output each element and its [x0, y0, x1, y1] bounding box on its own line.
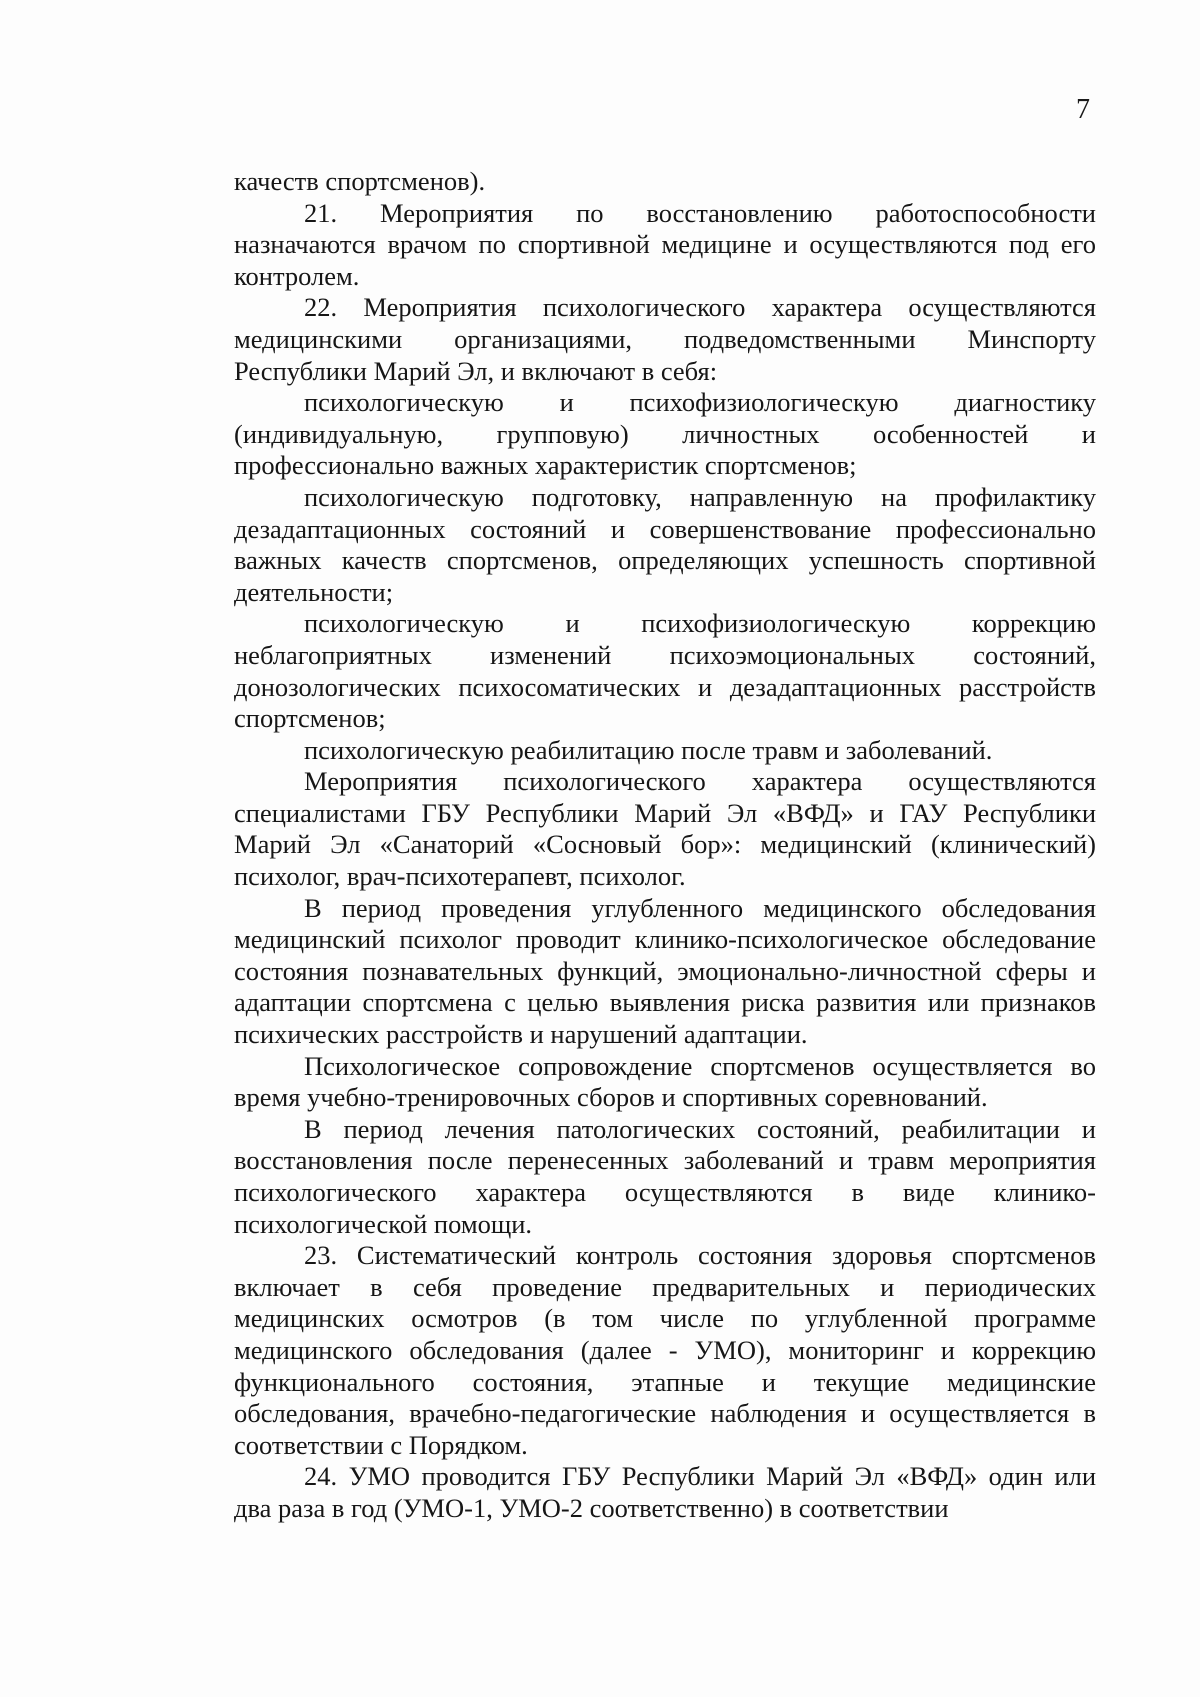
- paragraph-examination: В период проведения углубленного медицинского обследования медицинский психолог проводит клинико-психологическое обследование состояния познавательных функций, эмоционально-личностной сферы и адаптации спортсмена с целью выявления риска развития или признаков психических расстройств и нарушений адаптации.: [234, 892, 1096, 1050]
- paragraph-specialists: Мероприятия психологического характера осуществляются специалистами ГБУ Республики Марий Эл «ВФД» и ГАУ Республики Марий Эл «Санаторий «Сосновый бор»: медицинский (клинический) психолог, врач-психотерапевт, психолог.: [234, 766, 1096, 892]
- document-body: [234, 166, 1096, 1525]
- page-number: 7: [1076, 94, 1090, 125]
- paragraph-item-24: 24. УМО проводится ГБУ Республики Марий Эл «ВФД» один или два раза в год (УМО-1, УМО-2 соответственно) в соответствии: [234, 1461, 1096, 1523]
- paragraph-item-21: 21. Мероприятия по восстановлению работоспособности назначаются врачом по спортивной медицине и осуществляются под его контролем.: [234, 197, 1096, 291]
- paragraph-correction: психологическую и психофизиологическую коррекцию неблагоприятных изменений психоэмоциональных состояний, донозологических психосоматических и дезадаптационных расстройств спортсменов;: [234, 608, 1096, 734]
- paragraph-treatment: В период лечения патологических состояний, реабилитации и восстановления после перенесенных заболеваний и травм мероприятия психологического характера осуществляются в виде клинико-психологической помощи.: [234, 1113, 1096, 1239]
- paragraph-continuation: качеств спортсменов).: [234, 166, 486, 196]
- paragraph-support: Психологическое сопровождение спортсменов осуществляется во время учебно-тренировочных сборов и спортивных соревнований.: [234, 1050, 1096, 1113]
- paragraph-rehabilitation: психологическую реабилитацию после травм и заболеваний.: [304, 734, 993, 765]
- paragraph-diagnostics: психологическую и психофизиологическую диагностику (индивидуальную, групповую) личностных особенностей и профессионально важных характеристик спортсменов;: [234, 387, 1096, 481]
- paragraph-item-23: 23. Систематический контроль состояния здоровья спортсменов включает в себя проведение предварительных и периодических медицинских осмотров (в том числе по углубленной программе медицинского обследования (далее - УМО), мониторинг и коррекцию функционального состояния, этапные и текущие медицинские обследования, врачебно-педагогические наблюдения и осуществляется в соответствии с Порядком.: [234, 1240, 1096, 1460]
- paragraph-item-22: 22. Мероприятия психологического характера осуществляются медицинскими организациями, подведомственными Минспорту Республики Марий Эл, и включают в себя:: [234, 292, 1096, 386]
- paragraph-preparation: психологическую подготовку, направленную на профилактику дезадаптационных состояний и совершенствование профессионально важных качеств спортсменов, определяющих успешность спортивной деятельности;: [234, 481, 1096, 607]
